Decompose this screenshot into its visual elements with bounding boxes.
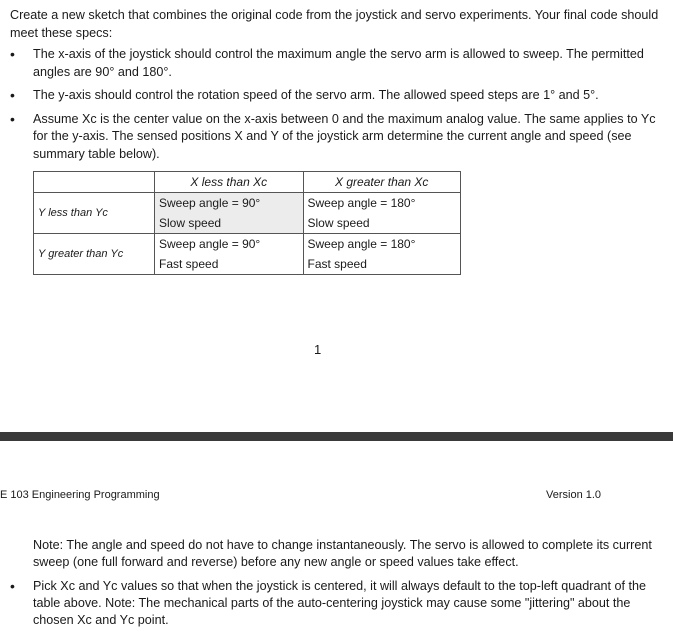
spec-text: The y-axis should control the rotation speed of the servo arm. The allowed speed steps are 1° and 5°. bbox=[33, 88, 599, 102]
cell-angle: Sweep angle = 90° bbox=[159, 237, 261, 251]
note-paragraph: Note: The angle and speed do not have to change instantaneously. The servo is allowed to complete its current sweep (one full forward and reverse) before any new angle or speed values take effect. bbox=[33, 538, 652, 569]
spec-list bbox=[10, 46, 660, 169]
cell-speed: Slow speed bbox=[307, 216, 370, 230]
footer-course-title: E 103 Engineering Programming bbox=[0, 489, 160, 501]
page-divider bbox=[0, 432, 673, 441]
page-number: 1 bbox=[314, 342, 322, 357]
table-cell bbox=[303, 193, 461, 234]
table-header-x-greater: X greater than Xc bbox=[303, 172, 461, 193]
spec-text: Assume Xc is the center value on the x-axis between 0 and the maximum analog value. The same applies to Yc for the y-axis. The sensed positions X and Y of the joystick arm determine the current angle and speed (see summary table below). bbox=[33, 111, 656, 161]
cell-angle: Sweep angle = 180° bbox=[307, 237, 416, 251]
table-cell bbox=[155, 234, 304, 275]
footer-version: Version 1.0 bbox=[546, 489, 602, 501]
row-label-y-less: Y less than Yc bbox=[34, 193, 155, 234]
spec-item bbox=[10, 87, 660, 105]
table-cell bbox=[303, 234, 461, 275]
table-header-row bbox=[34, 172, 461, 193]
table-row bbox=[34, 193, 461, 234]
spec-item bbox=[10, 46, 660, 81]
bullet-icon: • bbox=[10, 578, 15, 594]
cell-speed: Fast speed bbox=[159, 257, 219, 271]
cell-speed: Slow speed bbox=[159, 216, 222, 230]
summary-table bbox=[33, 171, 461, 275]
cell-angle: Sweep angle = 180° bbox=[307, 196, 416, 210]
cell-speed: Fast speed bbox=[307, 257, 367, 271]
spec-item bbox=[10, 111, 660, 164]
spec-list-continued bbox=[10, 578, 660, 629]
table-cell bbox=[155, 193, 304, 234]
bullet-icon: • bbox=[10, 87, 15, 103]
spec-item bbox=[10, 578, 660, 629]
spec-text: Pick Xc and Yc values so that when the joystick is centered, it will always default to the top-left quadrant of the table above. Note: The mechanical parts of the auto-centering joystick may cause some "jittering" about the chosen Xc and Yc point. bbox=[33, 579, 646, 627]
spec-text: The x-axis of the joystick should control the maximum angle the servo arm is allowed to sweep. The permitted angles are 90° and 180°. bbox=[33, 47, 644, 79]
bullet-icon: • bbox=[10, 110, 15, 127]
table-row bbox=[34, 234, 461, 275]
table-header-blank bbox=[34, 172, 155, 193]
bullet-icon: • bbox=[10, 46, 15, 62]
table-header-x-less: X less than Xc bbox=[155, 172, 304, 193]
row-label-y-greater: Y greater than Yc bbox=[34, 234, 155, 275]
cell-angle: Sweep angle = 90° bbox=[159, 196, 261, 210]
intro-paragraph: Create a new sketch that combines the original code from the joystick and servo experiments. Your final code should meet these specs: bbox=[10, 8, 659, 40]
